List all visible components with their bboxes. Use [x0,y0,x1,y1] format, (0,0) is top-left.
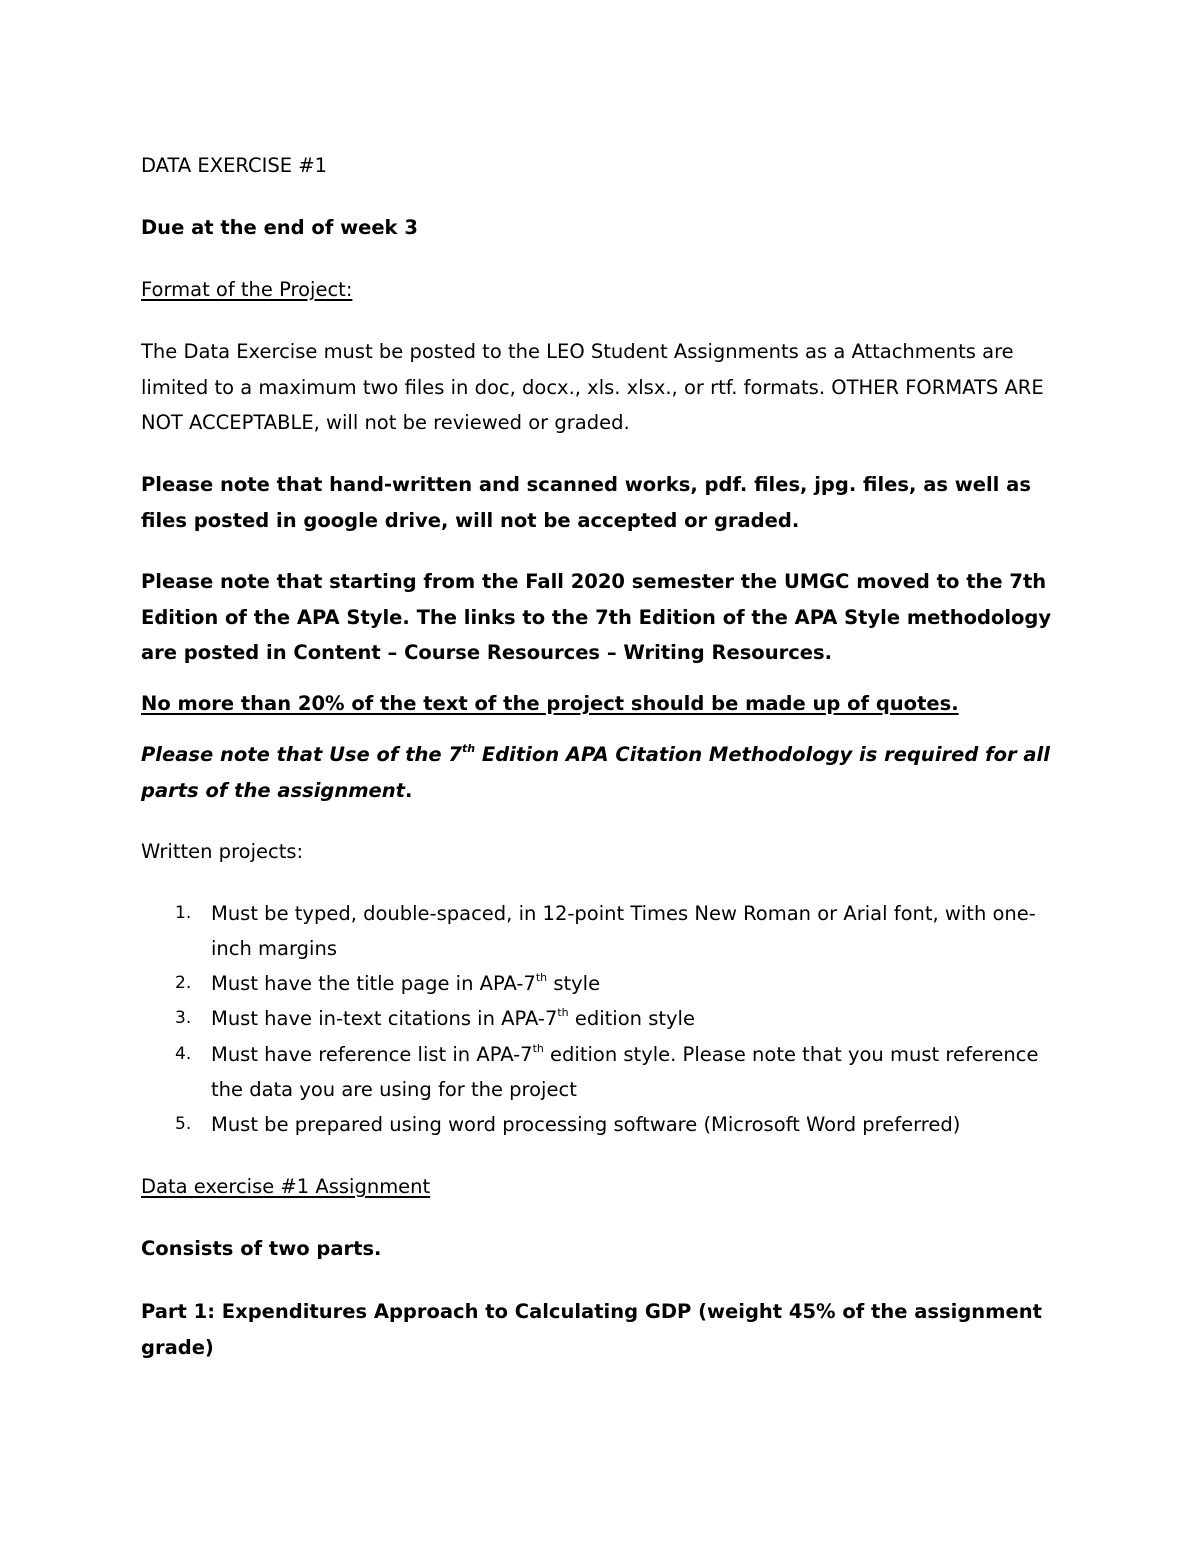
list-text [211,966,1061,1001]
handwritten-note: Please note that hand-written and scanned works, pdf. files, jpg. files, as well as files posted in google drive, will not be accepted or graded. [141,473,1031,532]
list-text-rest: edition style [568,1007,695,1030]
quotes-rule: No more than 20% of the text of the project should be made up of quotes. [141,692,959,715]
format-paragraph: The Data Exercise must be posted to the LEO Student Assignments as a Attachments are limited to a maximum two files in doc, docx., xls. xlsx., or rtf. formats. OTHER FORMATS ARE NOT ACCEPTABLE, will not be reviewed or graded. [141,340,1044,434]
list-text-sup: th [557,1005,569,1019]
assignment-heading: Data exercise #1 Assignment [141,1175,431,1198]
list-item [141,1037,1071,1108]
list-item [141,1107,1071,1143]
list-text [211,1037,1061,1108]
citation-note-start: Please note that Use of the 7 [141,743,462,766]
list-text-start: Must have in-text citations in APA-7 [211,1007,558,1030]
list-text-rest: style [547,972,601,995]
list-text-sup: th [535,970,548,984]
list-text: Must be prepared using word processing software (Microsoft Word preferred) [211,1113,961,1136]
list-number: 4. [175,1044,192,1064]
list-text-start: Must have the title page in APA-7 [211,972,536,995]
citation-note-end: . [404,778,413,802]
citation-note-rest: Edition APA Citation Methodology is required for all parts of the assignment [141,743,1050,802]
due-date: Due at the end of week 3 [141,216,418,239]
citation-note-sup: th [461,741,476,755]
list-number: 3. [175,1008,192,1028]
list-item [141,966,1071,1002]
apa-note: Please note that starting from the Fall 2020 semester the UMGC moved to the 7th Edition of the APA Style. The links to the 7th Edition of the APA Style methodology are posted in Content – Course Resources – Writing Resources. [141,570,1052,664]
list-item [141,896,1071,967]
list-number: 2. [175,973,192,993]
list-number: 5. [175,1114,192,1134]
list-number: 1. [175,903,192,923]
list-text-sup: th [532,1041,544,1055]
document-title: DATA EXERCISE #1 [141,154,328,177]
part1-heading: Part 1: Expenditures Approach to Calculating GDP (weight 45% of the assignment grade) [141,1300,1042,1359]
list-text-start: Must have reference list in APA-7 [211,1043,533,1066]
consists-line: Consists of two parts. [141,1237,382,1260]
list-text-rest: edition style. Please note that you must reference the data you are using for the project [211,1043,1039,1102]
list-item [141,1001,1071,1037]
citation-note [141,737,1071,808]
written-projects-label: Written projects: [141,840,304,863]
list-text [211,1001,1061,1036]
format-heading: Format of the Project: [141,278,353,301]
list-text: Must be typed, double-spaced, in 12-point Times New Roman or Arial font, with one-inch margins [211,902,1036,961]
